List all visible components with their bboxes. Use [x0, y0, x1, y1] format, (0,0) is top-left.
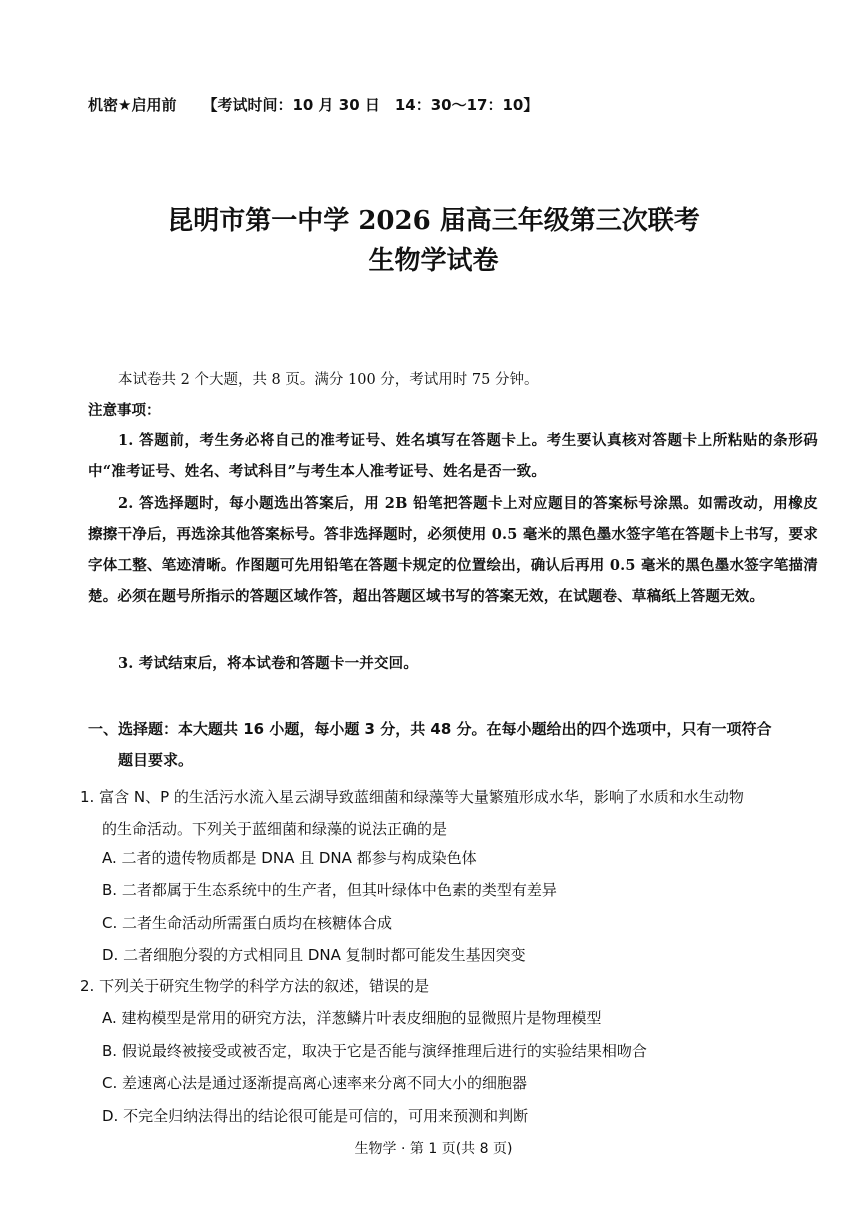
question-stem-line2: 的生命活动。下列关于蓝细菌和绿藻的说法正确的是	[102, 820, 448, 838]
notice-item-1	[88, 425, 818, 487]
page-footer: 生物学 · 第 1 页(共 8 页)	[354, 1141, 513, 1157]
section-heading	[88, 714, 823, 776]
exam-time: 【考试时间：10 月 30 日 14：30～17：10】	[202, 96, 539, 114]
header-line	[88, 94, 538, 115]
question-2-stem	[80, 970, 825, 1002]
question-1-option-d: D. 二者细胞分裂的方式相同且 DNA 复制时都可能发生基因突变	[102, 946, 526, 964]
section-heading-line1: 一、选择题：本大题共 16 小题，每小题 3 分，共 48 分。在每小题给出的四个选项中，只有一项符合	[88, 720, 772, 738]
notice-item-3	[88, 648, 818, 679]
confidential-label: 机密★启用前	[88, 96, 177, 114]
section-heading-line2: 题目要求。	[118, 751, 194, 769]
notice-heading: 注意事项：	[88, 403, 161, 419]
question-2-option-d: D. 不完全归纳法得出的结论很可能是可信的，可用来预测和判断	[102, 1107, 529, 1125]
notice-item-2	[88, 488, 818, 612]
notice-item-text: 1. 答题前，考生务必将自己的准考证号、姓名填写在答题卡上。考生要认真核对答题卡上所粘贴的条形码中“准考证号、姓名、考试科目”与考生本人准考证号、姓名是否一致。	[88, 432, 818, 480]
notice-item-text: 3. 考试结束后，将本试卷和答题卡一并交回。	[118, 655, 419, 672]
notice-item-text: 2. 答选择题时，每小题选出答案后，用 2B 铅笔把答题卡上对应题目的答案标号涂黑。如需改动，用橡皮擦擦干净后，再选涂其他答案标号。答非选择题时，必须使用 0.5 毫米的黑色墨水签字笔在答题卡上书写，要求字体工整、笔迹清晰。作图题可先用铅笔在答题卡规定的位置绘出，确认后再用 0.5 毫米的黑色墨水签字笔描清楚。必须在题号所指示的答题区域作答，超出答题区域书写的答案无效，在试题卷、草稿纸上答题无效。	[88, 495, 818, 605]
page-title: 昆明市第一中学 2026 届高三年级第三次联考	[167, 206, 700, 236]
question-1-option-c: C. 二者生命活动所需蛋白质均在核糖体合成	[102, 914, 393, 932]
question-2-option-b: B. 假说最终被接受或被否定，取决于它是否能与演绎推理后进行的实验结果相吻合	[102, 1042, 647, 1060]
question-1-option-b: B. 二者都属于生态系统中的生产者，但其叶绿体中色素的类型有差异	[102, 881, 557, 899]
question-stem-line1: 2. 下列关于研究生物学的科学方法的叙述，错误的是	[80, 977, 430, 995]
question-1-stem	[80, 781, 825, 845]
intro-text: 本试卷共 2 个大题，共 8 页。满分 100 分，考试用时 75 分钟。	[118, 372, 539, 388]
question-1-option-a: A. 二者的遗传物质都是 DNA 且 DNA 都参与构成染色体	[102, 849, 477, 867]
question-2-option-c: C. 差速离心法是通过逐渐提高离心速率来分离不同大小的细胞器	[102, 1074, 528, 1092]
question-stem-line1: 1. 富含 N、P 的生活污水流入星云湖导致蓝细菌和绿藻等大量繁殖形成水华，影响了水质和水生动物	[80, 788, 744, 806]
question-2-option-a: A. 建构模型是常用的研究方法，洋葱鳞片叶表皮细胞的显微照片是物理模型	[102, 1009, 602, 1027]
page-subtitle: 生物学试卷	[368, 246, 499, 276]
